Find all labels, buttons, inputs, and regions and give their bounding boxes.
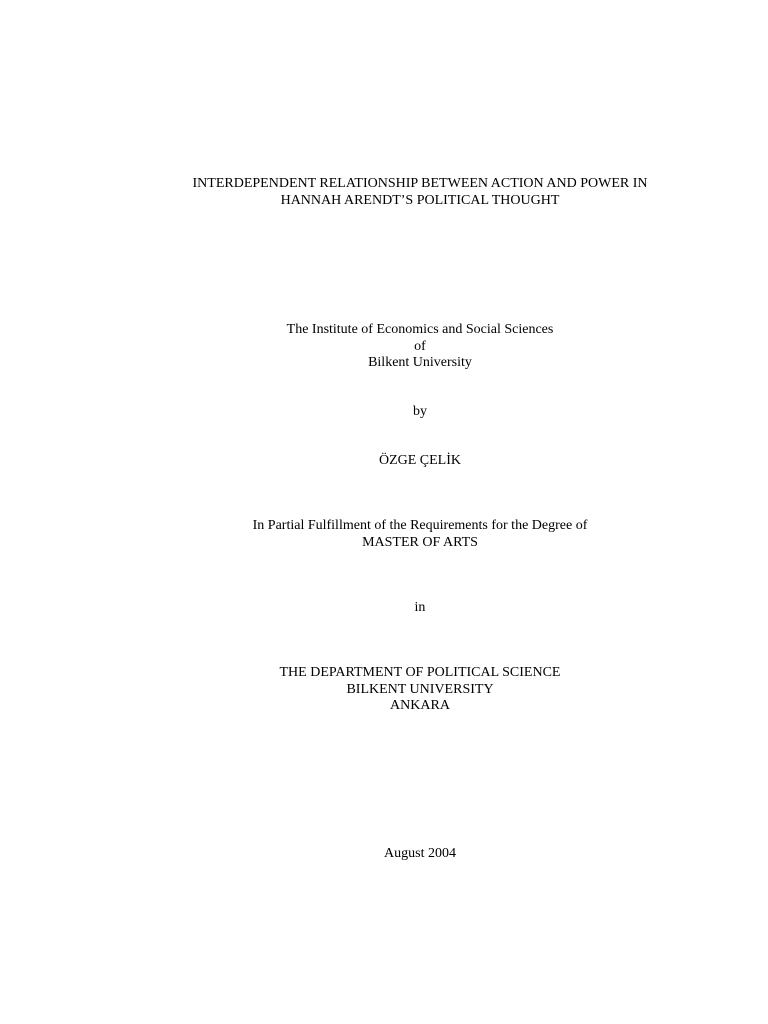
in-label xyxy=(0,600,768,617)
author-name xyxy=(0,453,768,470)
degree-name: MASTER OF ARTS xyxy=(362,534,478,550)
institute-statement xyxy=(0,322,768,372)
institute-line-3: Bilkent University xyxy=(368,355,472,370)
degree-statement-line-1: In Partial Fulfillment of the Requirements for the Degree of xyxy=(252,518,588,533)
by-text: by xyxy=(413,404,427,419)
department-name: THE DEPARTMENT OF POLITICAL SCIENCE xyxy=(279,665,561,680)
author-name-text: ÖZGE ÇELİK xyxy=(378,453,462,468)
city-name: ANKARA xyxy=(390,698,450,713)
submission-date-text: August 2004 xyxy=(384,846,456,861)
degree-statement xyxy=(0,518,768,551)
department-block xyxy=(0,665,768,715)
submission-date xyxy=(0,846,768,863)
in-text: in xyxy=(414,600,426,615)
thesis-title-line-1: INTERDEPENDENT RELATIONSHIP BETWEEN ACTION AND POWER IN xyxy=(192,176,648,191)
university-name: BILKENT UNIVERSITY xyxy=(346,681,494,697)
institute-line-2: of xyxy=(414,338,426,354)
thesis-title-line-2: HANNAH ARENDT’S POLITICAL THOUGHT xyxy=(280,192,560,208)
thesis-title xyxy=(0,176,768,209)
institute-line-1: The Institute of Economics and Social Sciences xyxy=(286,322,554,337)
by-label xyxy=(0,404,768,421)
